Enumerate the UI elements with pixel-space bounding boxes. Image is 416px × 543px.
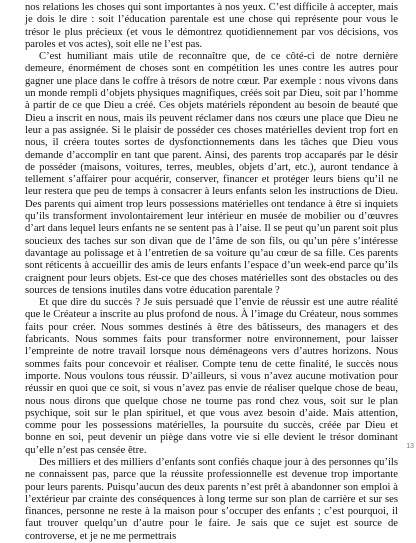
document-page xyxy=(25,2,398,543)
paragraph-2: C’est humiliant mais utile de reconnaître que, de ce côté-ci de notre dernière demeure, énormément de choses sont en compétition les unes contre les autres pour gagner une place dans le coffre à trésors de notre cœur. Par exemple : nous vivons dans un monde rempli d’objets physiques magnifiques, créés soit par Dieu, soit par l’homme à partir de ce que Dieu a créé. Ces objets matériels répondent au besoin de beauté que Dieu a inscrit en nous, mais ils peuvent réclamer dans nos cœurs une place que Dieu ne leur a pas assignée. Si le plaisir de posséder ces choses matérielles devient trop fort en nous, il créera toutes sortes de dysfonctionnements dans les tâches que Dieu vous demande d’accomplir en tant que parent. Ainsi, des parents trop accaparés par le désir de posséder (maisons, voitures, terres, meubles, objets d’art, etc.), auront tendance à tellement s’affairer pour acquérir, conserver, financer et protéger leurs biens qu’il ne leur restera que peu de temps à consacrer à leurs enfants selon les instructions de Dieu. Des parents qui aiment trop leurs possessions matérielles ont tendance à être si inquiets qu’ils transforment involontairement leur intérieur en musée de mobilier ou d’œuvres d’art dans lequel leurs enfants ne se sentent pas à l’aise. Il se peut qu’un parent soit plus soucieux des taches sur son divan que de l’âme de son fils, ou qu’un père s’intéresse davantage au polissage et à l’entretien de sa voiture qu’au cœur de sa fille. Ces parents sont réticents à accueillir des amis de leurs enfants l’espace d’un week-end parce qu’ils craignent pour leurs objets. Est-ce que des choses matérielles sont des obstacles ou des sources de tensions inutiles dans votre éducation parentale ? xyxy=(25,51,398,296)
page-number: 13 xyxy=(406,443,414,450)
paragraph-1: nos relations les choses qui sont importantes à nos yeux. C’est difficile à accepter, mais je dois le dire : soit l’éducation parentale est une chose qui représente pour vous le trésor le plus précieux (et vous le démontrez quotidiennement par vos décisions, vos paroles et vos actes), soit elle ne l’est pas. xyxy=(25,2,398,50)
paragraph-4: Des milliers et des milliers d’enfants sont confiés chaque jour à des personnes qu’ils ne connaissent pas, parce que la réussite professionnelle est devenue trop importante pour leurs parents. Puisqu’aucun des deux parents n’est prêt à abandonner son emploi à l’extérieur par crainte des conséquences à long terme sur son plan de carrière et sur ses finances, personne ne reste à la maison pour s’occuper des enfants ; c’est pourquoi, il faut trouver quelqu’un d’autre pour le faire. Je sais que ce sujet est source de controverse, et je ne me permettrais xyxy=(25,456,398,542)
paragraph-3: Et que dire du succès ? Je suis persuadé que l’envie de réussir est une autre réalité que le Créateur a inscrite au plus profond de nous. À l’image du Créateur, nous sommes faits pour créer. Nous sommes destinés à être des bâtisseurs, des managers et des fabricants. Nous sommes faits pour transformer notre environnement, pour laisser l’empreinte de notre travail lorsque nous déménageons vers d’autres horizons. Nous sommes faits pour concevoir et réaliser. Compte tenu de cette finalité, le succès nous importe. Nous voulons tous réussir. D’ailleurs, si vous n’avez aucune motivation pour réussir en quoi que ce soit, si vous n’avez pas envie de réaliser quelque chose de beau, nous nous dirons que quelque chose ne tourne pas rond chez vous, soit sur le plan psychique, soit sur le plan spirituel, et que vous avez besoin d’aide. Mais attention, comme pour les possessions matérielles, la poursuite du succès, créée par Dieu et bonne en soi, peut devenir un piège dans votre vie si elle devient le trésor dominant qu’elle n’est pas censée être. xyxy=(25,297,398,456)
